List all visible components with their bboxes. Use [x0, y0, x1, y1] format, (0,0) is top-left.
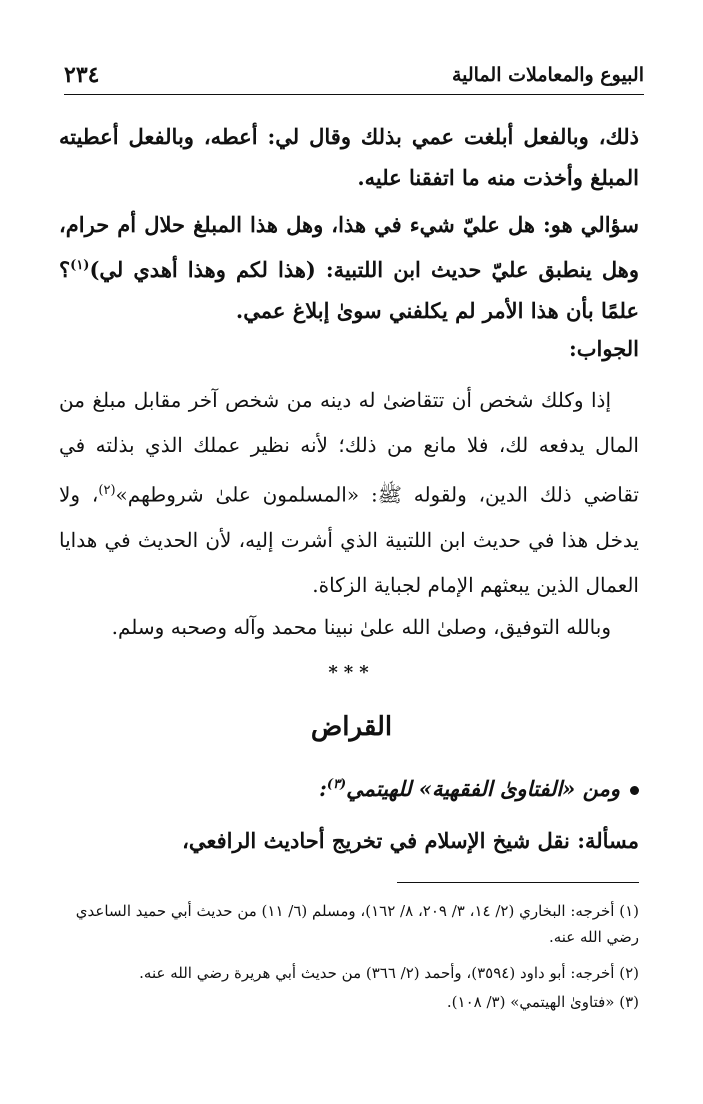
- question-tail: ؟ علمًا بأن هذا الأمر لم يكلفني سوىٰ إبلاغ عمي.: [59, 257, 639, 323]
- footnote-ref-3: (٣): [326, 777, 347, 792]
- answer-text-end: ، ولا يدخل هذا في حديث ابن اللتبية الذي أشرت إليه، لأن الحديث في هدايا العمال الذين يبعثهم الإمام لجباية الزكاة.: [59, 482, 639, 597]
- answer-label: الجواب:: [569, 336, 639, 361]
- footnote-2: (٢) أخرجه: أبو داود (٣٥٩٤)، وأحمد (٢/ ٣٦٦) من حديث أبي هريرة رضي الله عنه.: [139, 964, 639, 982]
- footnote-separator: [397, 882, 639, 883]
- bullet-dot-icon: [630, 786, 639, 795]
- footnote-ref-1: (١): [70, 258, 90, 273]
- question-paragraph-2: [59, 204, 639, 331]
- question-paragraph-1: ذلك، وبالفعل أبلغت عمي بذلك وقال لي: أعطه، وبالفعل أعطيته المبلغ وأخذت منه ما اتفقنا عليه.: [59, 124, 639, 190]
- footnote-ref-2: (٢): [98, 483, 116, 498]
- header-title: البيوع والمعاملات المالية: [451, 64, 644, 86]
- bullet-line: [59, 776, 639, 801]
- bullet-tail: :: [319, 776, 327, 801]
- section-separator: ***: [328, 662, 375, 683]
- section-title: القراض: [310, 712, 393, 742]
- closing-line: وبالله التوفيق، وصلىٰ الله علىٰ نبينا محمد وآله وصحبه وسلم.: [111, 615, 611, 639]
- footnote-3: (٣) «فتاوىٰ الهيتمي» (٣/ ١٠٨).: [446, 993, 639, 1011]
- page-number: ٢٣٤: [64, 62, 100, 88]
- running-header: [64, 58, 644, 95]
- question-text: سؤالي هو: هل عليّ شيء في هذا، وهل هذا المبلغ حلال أم حرام، وهل ينطبق عليّ حديث ابن اللتبية: (هذا لكم وهذا أهدي لي): [59, 212, 639, 282]
- answer-text-start: إذا وكلك شخص أن تتقاضىٰ له دينه من شخص آخر مقابل مبلغ من المال يدفعه لك، فلا مانع من ذلك؛ لأنه نظير عملك الذي بذلته في تقاضي ذلك الدين، ولقوله ﷺ: «المسلمون علىٰ شروطهم»: [59, 388, 639, 507]
- bullet-text: ومن «الفتاوىٰ الفقهية» للهيتمي: [346, 776, 620, 801]
- masala-line: مسألة: نقل شيخ الإسلام في تخريج أحاديث الرافعي،: [182, 828, 639, 853]
- footnote-1: (١) أخرجه: البخاري (٢/ ١٤، ٣/ ٢٠٩، ٨/ ١٦٢)، ومسلم (٦/ ١١) من حديث أبي حميد الساعدي رضي الله عنه.: [75, 902, 639, 946]
- answer-paragraph: [59, 378, 639, 608]
